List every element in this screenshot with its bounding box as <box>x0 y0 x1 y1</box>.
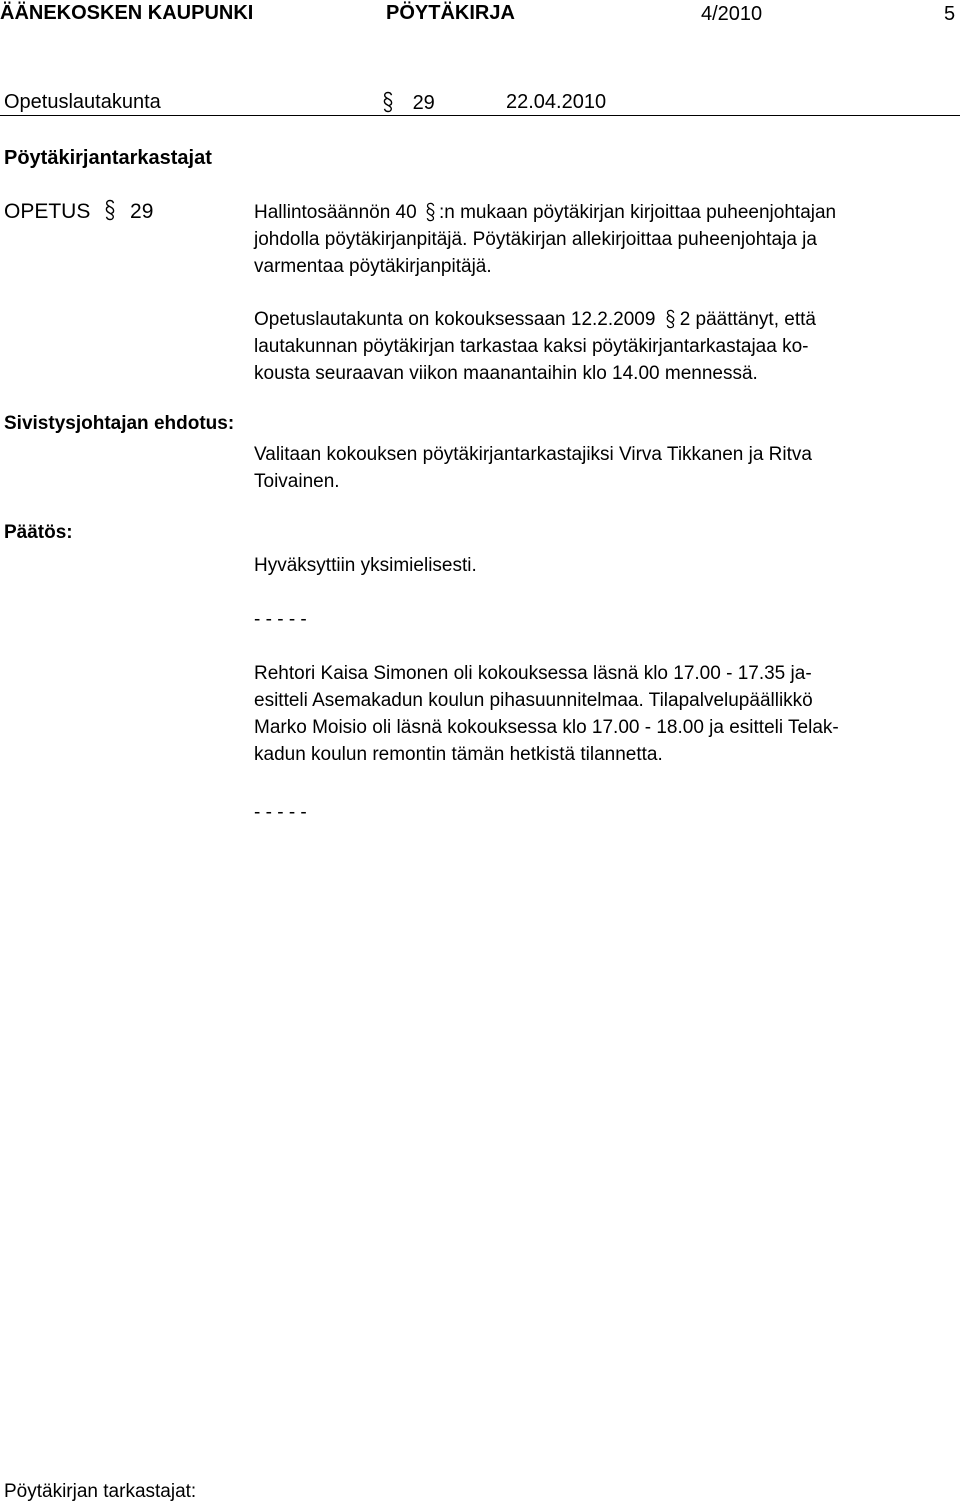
section-sign-icon <box>665 309 676 329</box>
previous-decision-line: kousta seuraavan viikon maanantaihin klo 14.00 mennessä. <box>254 363 758 384</box>
page-title: Pöytäkirjantarkastajat <box>4 147 212 169</box>
section-sign-icon <box>104 199 116 221</box>
proposal-line: Valitaan kokouksen pöytäkirjantarkastajiksi Virva Tikkanen ja Ritva <box>254 444 812 465</box>
subheader-date: 22.04.2010 <box>506 91 607 113</box>
previous-decision-text-end: 2 päättänyt, että <box>679 309 816 330</box>
header-document-number: 4/2010 <box>701 3 763 25</box>
previous-decision-text-start: Opetuslautakunta on kokouksessaan 12.2.2009 <box>254 309 656 330</box>
note-line: esitteli Asemakadun koulun pihasuunnitelmaa. Tilapalvelupäällikkö <box>254 690 813 711</box>
decision-label: Päätös: <box>4 522 73 543</box>
header-divider <box>0 115 960 116</box>
separator: - - - - - <box>254 802 307 823</box>
proposal-line: Toivainen. <box>254 471 340 492</box>
intro-paragraph <box>254 199 944 280</box>
subheader-section <box>382 91 435 115</box>
section-label: OPETUS <box>4 200 91 223</box>
decision-paragraph <box>254 552 944 579</box>
decision-text: Hyväksyttiin yksimielisesti. <box>254 555 477 576</box>
intro-line: varmentaa pöytäkirjanpitäjä. <box>254 256 492 277</box>
header-page-number: 5 <box>944 3 956 25</box>
proposal-label: Sivistysjohtajan ehdotus: <box>4 413 235 434</box>
previous-decision-paragraph <box>254 306 944 387</box>
section-reference <box>4 199 153 224</box>
note-line: Rehtori Kaisa Simonen oli kokouksessa läsnä klo 17.00 - 17.35 ja- <box>254 663 812 684</box>
header-document-type: PÖYTÄKIRJA <box>386 2 515 24</box>
section-number: 29 <box>130 200 154 223</box>
section-sign-icon <box>382 91 394 113</box>
note-line: Marko Moisio oli läsnä kokouksessa klo 17.00 - 18.00 ja esitteli Telak- <box>254 717 839 738</box>
note-line: kadun koulun remontin tämän hetkistä tilannetta. <box>254 744 663 765</box>
subheader-section-number: 29 <box>412 92 435 114</box>
intro-text-start: Hallintosäännön 40 <box>254 202 417 223</box>
previous-decision-line: lautakunnan pöytäkirjan tarkastaa kaksi pöytäkirjantarkastajaa ko- <box>254 336 809 357</box>
proposal-paragraph <box>254 441 944 495</box>
note-paragraph <box>254 660 944 768</box>
separator: - - - - - <box>254 609 307 630</box>
footer-inspectors-label: Pöytäkirjan tarkastajat: <box>4 1481 197 1502</box>
subheader-committee: Opetuslautakunta <box>4 91 161 113</box>
intro-line: johdolla pöytäkirjanpitäjä. Pöytäkirjan allekirjoittaa puheenjohtaja ja <box>254 229 817 250</box>
intro-text-end: :n mukaan pöytäkirjan kirjoittaa puheenjohtajan <box>438 202 837 223</box>
header-municipality: ÄÄNEKOSKEN KAUPUNKI <box>0 2 254 24</box>
section-sign-icon <box>425 202 436 222</box>
